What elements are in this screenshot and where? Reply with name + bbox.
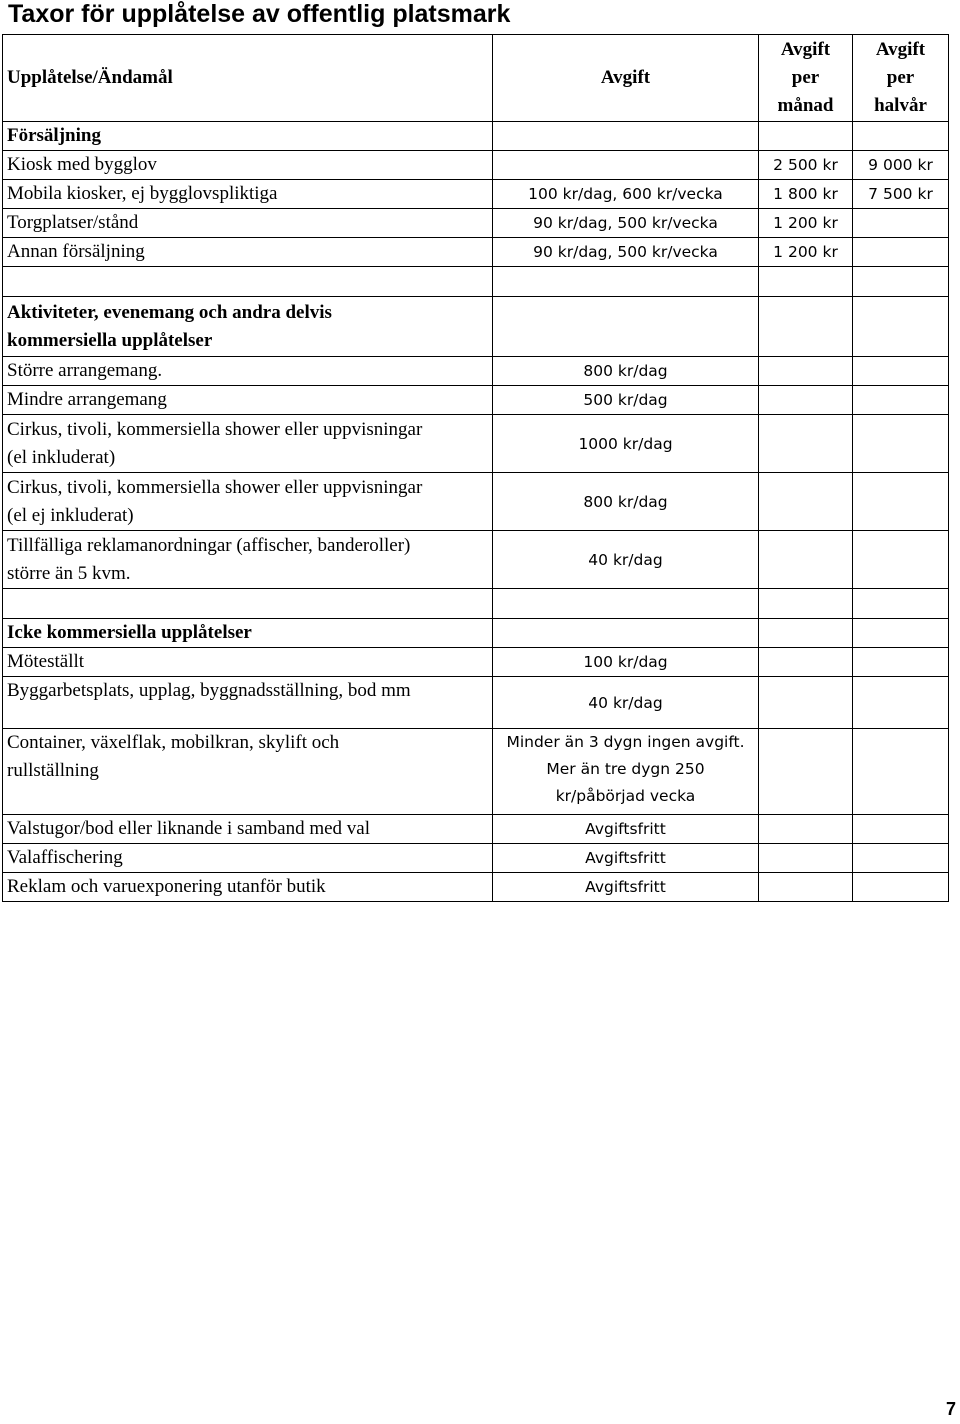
row-fee <box>493 151 759 180</box>
row-label: Torgplatser/stånd <box>3 209 493 238</box>
row-label: Möteställt <box>3 648 493 677</box>
row-monthly: 2 500 kr <box>759 151 853 180</box>
row-label: Valaffischering <box>3 844 493 873</box>
section-heading-row <box>3 122 949 151</box>
row-halfyear: 7 500 kr <box>853 180 949 209</box>
row-label: Annan försäljning <box>3 238 493 267</box>
page-title: Taxor för upplåtelse av offentlig platsmark <box>8 0 511 28</box>
row-halfyear: 9 000 kr <box>853 151 949 180</box>
row-fee: 500 kr/dag <box>493 386 759 415</box>
section-heading: Försäljning <box>3 122 493 151</box>
halfyear-header: Avgift per halvår <box>853 35 949 122</box>
row-fee: 40 kr/dag <box>493 677 759 729</box>
row-fee: 40 kr/dag <box>493 531 759 589</box>
row-label: Större arrangemang. <box>3 357 493 386</box>
spacer-row <box>3 589 949 619</box>
row-label: Tillfälliga reklamanordningar (affischer, banderoller) större än 5 kvm. <box>3 531 493 589</box>
page-number: 7 <box>945 1399 956 1419</box>
row-monthly: 1 800 kr <box>759 180 853 209</box>
row-label: Reklam och varuexponering utanför butik <box>3 873 493 902</box>
row-label: Cirkus, tivoli, kommersiella shower eller uppvisningar (el inkluderat) <box>3 415 493 473</box>
row-label: Byggarbetsplats, upplag, byggnadsställning, bod mm <box>3 677 493 729</box>
table-row <box>3 386 949 415</box>
table-row <box>3 180 949 209</box>
table-row <box>3 238 949 267</box>
row-halfyear <box>853 209 949 238</box>
row-label: Container, växelflak, mobilkran, skylift och rullställning <box>3 729 493 815</box>
table-row <box>3 677 949 729</box>
header-row <box>3 35 949 122</box>
table-row <box>3 151 949 180</box>
table-row <box>3 415 949 473</box>
row-fee: Avgiftsfritt <box>493 873 759 902</box>
row-fee: 800 kr/dag <box>493 473 759 531</box>
fee-table <box>2 34 949 902</box>
spacer-row <box>3 267 949 297</box>
row-fee: 90 kr/dag, 500 kr/vecka <box>493 238 759 267</box>
monthly-header: Avgift per månad <box>759 35 853 122</box>
row-halfyear <box>853 238 949 267</box>
row-fee: 100 kr/dag <box>493 648 759 677</box>
table-row <box>3 648 949 677</box>
row-fee: 100 kr/dag, 600 kr/vecka <box>493 180 759 209</box>
section-heading: Aktiviteter, evenemang och andra delvis kommersiella upplåtelser <box>3 297 493 357</box>
table-row <box>3 473 949 531</box>
table-row <box>3 209 949 238</box>
row-fee: 800 kr/dag <box>493 357 759 386</box>
row-monthly: 1 200 kr <box>759 238 853 267</box>
purpose-header: Upplåtelse/Ändamål <box>3 35 493 122</box>
fee-header: Avgift <box>493 35 759 122</box>
row-label: Cirkus, tivoli, kommersiella shower eller uppvisningar (el ej inkluderat) <box>3 473 493 531</box>
table-row <box>3 729 949 815</box>
row-fee: 1000 kr/dag <box>493 415 759 473</box>
row-label: Valstugor/bod eller liknande i samband med val <box>3 815 493 844</box>
row-monthly: 1 200 kr <box>759 209 853 238</box>
row-label: Mindre arrangemang <box>3 386 493 415</box>
row-fee: Minder än 3 dygn ingen avgift. Mer än tre dygn 250 kr/påbörjad vecka <box>493 729 759 815</box>
table-row <box>3 873 949 902</box>
row-fee: Avgiftsfritt <box>493 844 759 873</box>
row-label: Mobila kiosker, ej bygglovspliktiga <box>3 180 493 209</box>
row-fee: 90 kr/dag, 500 kr/vecka <box>493 209 759 238</box>
table-row <box>3 357 949 386</box>
row-label: Kiosk med bygglov <box>3 151 493 180</box>
section-heading-row <box>3 297 949 357</box>
table-row <box>3 531 949 589</box>
section-heading: Icke kommersiella upplåtelser <box>3 619 493 648</box>
row-fee: Avgiftsfritt <box>493 815 759 844</box>
table-row <box>3 844 949 873</box>
table-row <box>3 815 949 844</box>
section-heading-row <box>3 619 949 648</box>
